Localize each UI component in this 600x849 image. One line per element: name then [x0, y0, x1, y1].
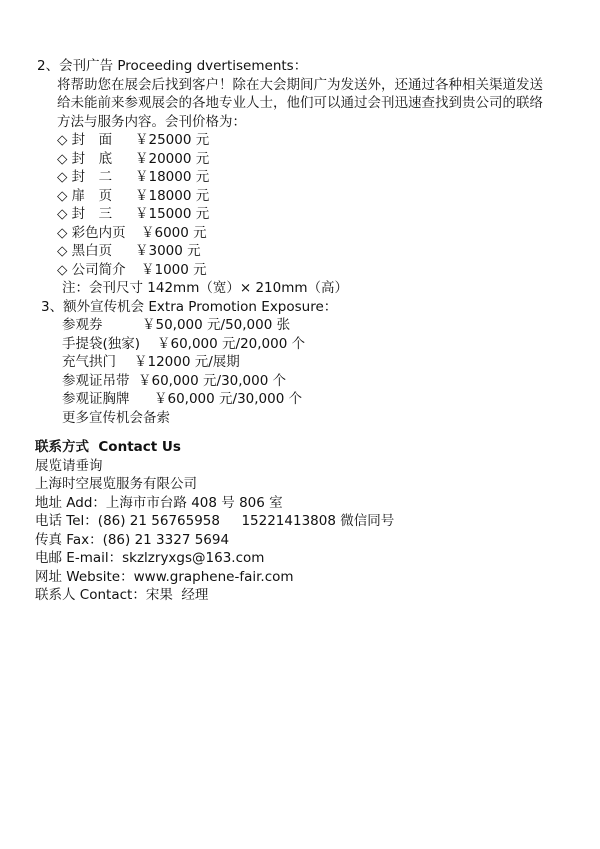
price-item — [0, 224, 600, 243]
company-name: 上海时空展览服务有限公司 — [35, 476, 197, 492]
contact-heading: 联系方式 Contact Us — [35, 439, 181, 455]
price-item — [0, 242, 600, 261]
promo-item — [0, 372, 600, 391]
contact-line: 展览请垂询 — [35, 457, 103, 474]
price-item — [0, 205, 600, 224]
promo-item-price: ￥60,000 元/30,000 个 — [154, 391, 303, 407]
size-note: 注：会刊尺寸 142mm（宽）× 210mm（高） — [62, 280, 349, 296]
promo-item-name: 手提袋(独家) — [62, 335, 141, 352]
price-item-name: ◇ 黑白页 — [57, 243, 113, 259]
promo-more: 更多宣传机会备索 — [62, 409, 170, 426]
document-page — [0, 57, 600, 605]
paragraph-line: 给未能前来参观展会的各地专业人士，他们可以通过会刊迅速查找到贵公司的联络 — [57, 95, 543, 111]
price-item-name: ◇ 彩色内页 — [57, 224, 126, 241]
price-item — [0, 150, 600, 169]
price-item-value: ￥3000 元 — [135, 243, 201, 259]
contact-address: 地址 Add：上海市市台路 408 号 806 室 — [35, 494, 283, 511]
price-item-name: ◇ 封 底 — [57, 150, 113, 167]
promo-item-price: ￥60,000 元/20,000 个 — [157, 335, 306, 352]
price-item-value: ￥15000 元 — [135, 206, 210, 222]
contact-phone: 电话 Tel：(86) 21 56765958 15221413808 微信同号 — [35, 513, 395, 529]
price-item — [0, 261, 600, 280]
price-item-value: ￥18000 元 — [135, 169, 210, 185]
contact-email: 电邮 E-mail：skzlzryxgs@163.com — [35, 550, 265, 566]
promo-item-price: ￥60,000 元/30,000 个 — [138, 372, 287, 389]
section3-heading: 3、额外宣传机会 Extra Promotion Exposure： — [41, 298, 338, 315]
promo-item — [0, 335, 600, 354]
price-item — [0, 187, 600, 206]
price-item-name: ◇ 封 面 — [57, 132, 113, 148]
section2-heading: 2、会刊广告 Proceeding dvertisements： — [37, 58, 308, 74]
paragraph-line: 将帮助您在展会后找到客户！除在大会期间广为发送外，还通过各种相关渠道发送 — [57, 76, 543, 93]
price-item-name: ◇ 公司简介 — [57, 261, 126, 278]
promo-item — [0, 390, 600, 409]
price-item — [0, 168, 600, 187]
promo-item-name: 参观证胸牌 — [62, 391, 130, 407]
paragraph-line: 方法与服务内容。会刊价格为： — [57, 113, 246, 130]
price-item-value: ￥6000 元 — [141, 224, 207, 241]
promo-item-name: 参观券 — [62, 317, 103, 333]
price-item-value: ￥25000 元 — [135, 132, 210, 148]
price-item-name: ◇ 封 二 — [57, 169, 113, 185]
contact-website: 网址 Website：www.graphene-fair.com — [35, 568, 294, 585]
price-item-name: ◇ 扉 页 — [57, 187, 113, 204]
promo-item-name: 充气拱门 — [62, 354, 116, 370]
promo-item-price: ￥12000 元/展期 — [134, 354, 240, 370]
contact-person: 联系人 Contact：宋果 经理 — [35, 587, 209, 603]
promo-item — [0, 353, 600, 372]
contact-fax: 传真 Fax：(86) 21 3327 5694 — [35, 531, 230, 548]
promo-item-price: ￥50,000 元/50,000 张 — [142, 317, 291, 333]
price-item — [0, 131, 600, 150]
price-item-value: ￥18000 元 — [135, 187, 210, 204]
price-item-name: ◇ 封 三 — [57, 206, 113, 222]
price-item-value: ￥1000 元 — [141, 261, 207, 278]
promo-item — [0, 316, 600, 335]
price-item-value: ￥20000 元 — [135, 150, 210, 167]
promo-item-name: 参观证吊带 — [62, 372, 130, 389]
